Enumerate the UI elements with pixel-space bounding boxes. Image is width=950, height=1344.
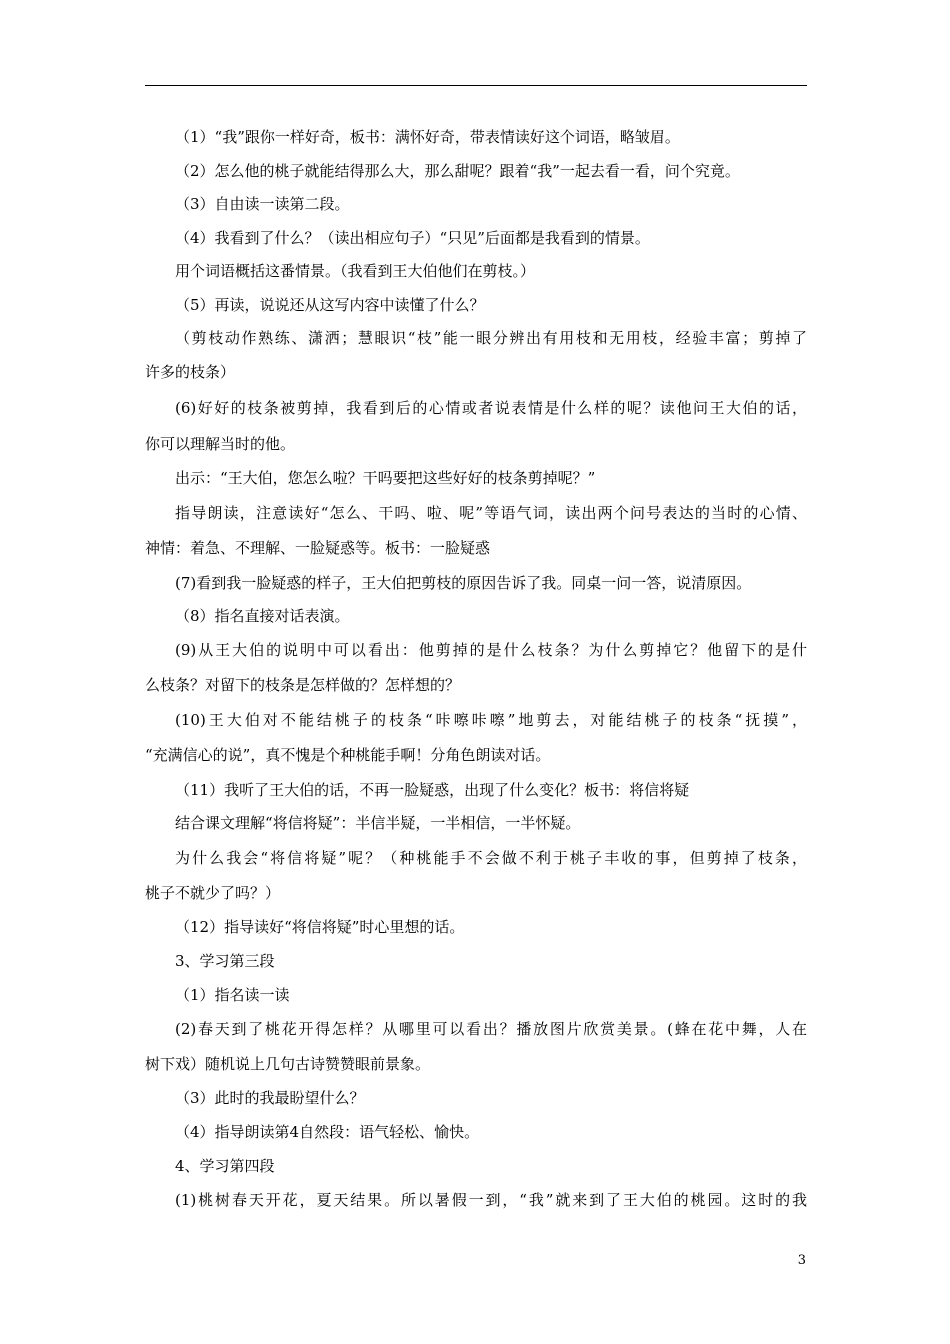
text-line-27: (2)春天到了桃花开得怎样？从哪里可以看出？播放图片欣赏美景。(蜂在花中舞，人在 [175, 1020, 807, 1038]
text-line-19: “充满信心的说”，真不愧是个种桃能手啊！分角色朗读对话。 [145, 746, 551, 764]
text-line-31: 4、学习第四段 [175, 1157, 275, 1175]
text-line-30: （4）指导朗读第4自然段：语气轻松、愉快。 [175, 1123, 480, 1141]
text-line-25: 3、学习第三段 [175, 952, 275, 970]
text-line-29: （3）此时的我最盼望什么？ [175, 1089, 365, 1107]
text-line-26: （1）指名读一读 [175, 986, 290, 1004]
header-rule [145, 85, 807, 86]
text-line-1: （1）“我”跟你一样好奇，板书：满怀好奇，带表情读好这个词语，略皱眉。 [175, 128, 680, 146]
text-line-21: 结合课文理解“将信将疑”：半信半疑，一半相信，一半怀疑。 [175, 814, 581, 832]
text-line-17: 么枝条？对留下的枝条是怎样做的？怎样想的？ [145, 676, 461, 694]
text-line-23: 桃子不就少了吗？） [145, 884, 281, 902]
text-line-2: （2）怎么他的桃子就能结得那么大，那么甜呢？跟着“我”一起去看一看，问个究竟。 [175, 162, 740, 180]
text-line-8: 许多的枝条） [145, 363, 236, 381]
text-line-28: 树下戏）随机说上几句古诗赞赞眼前景象。 [145, 1055, 431, 1073]
text-line-6: （5）再读，说说还从这写内容中读懂了什么？ [175, 296, 485, 314]
text-line-4: （4）我看到了什么？（读出相应句子）“只见”后面都是我看到的情景。 [175, 229, 650, 247]
text-line-7: （剪枝动作熟练、潇洒；慧眼识“枝”能一眼分辨出有用枝和无用枝，经验丰富；剪掉了 [175, 329, 807, 347]
text-line-20: （11）我听了王大伯的话，不再一脸疑惑，出现了什么变化？板书：将信将疑 [175, 781, 690, 799]
text-line-22: 为什么我会“将信将疑”呢？（种桃能手不会做不利于桃子丰收的事，但剪掉了枝条， [175, 849, 807, 867]
text-line-18: (10)王大伯对不能结桃子的枝条“咔嚓咔嚓”地剪去，对能结桃子的枝条“抚摸”， [175, 711, 807, 729]
page-number: 3 [797, 1253, 806, 1268]
text-line-12: 指导朗读，注意读好“怎么、干吗、啦、呢”等语气词，读出两个问号表达的当时的心情、 [175, 504, 807, 522]
text-line-15: （8）指名直接对话表演。 [175, 607, 350, 625]
text-line-5: 用个词语概括这番情景。（我看到王大伯他们在剪枝。） [175, 262, 536, 280]
text-line-10: 你可以理解当时的他。 [145, 435, 296, 453]
text-line-9: (6)好好的枝条被剪掉，我看到后的心情或者说表情是什么样的呢？读他问王大伯的话， [175, 399, 807, 417]
text-line-3: （3）自由读一读第二段。 [175, 195, 350, 213]
text-line-32: (1)桃树春天开花，夏天结果。所以暑假一到，“我”就来到了王大伯的桃园。这时的我 [175, 1191, 807, 1209]
text-line-13: 神情：着急、不理解、一脸疑惑等。板书：一脸疑惑 [145, 539, 491, 557]
text-line-11: 出示：“王大伯，您怎么啦？干吗要把这些好好的枝条剪掉呢？” [175, 469, 596, 487]
text-line-24: （12）指导读好“将信将疑”时心里想的话。 [175, 918, 465, 936]
text-line-16: (9)从王大伯的说明中可以看出：他剪掉的是什么枝条？为什么剪掉它？他留下的是什 [175, 641, 807, 659]
text-line-14: (7)看到我一脸疑惑的样子，王大伯把剪枝的原因告诉了我。同桌一问一答，说清原因。 [175, 574, 752, 592]
